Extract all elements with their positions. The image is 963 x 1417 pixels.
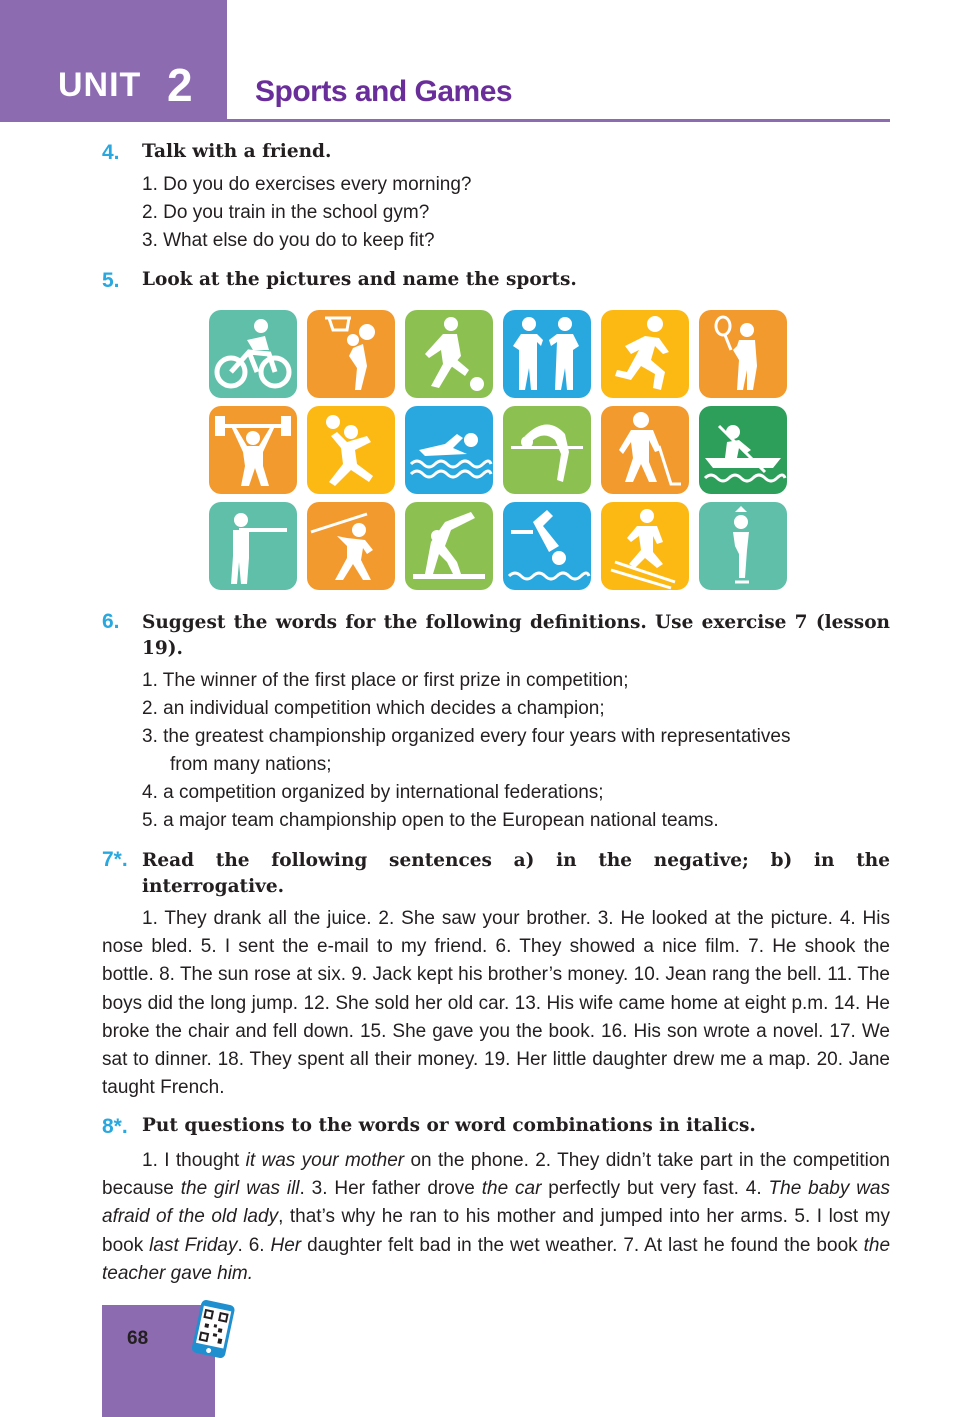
unit-number: 2 — [167, 59, 193, 111]
exercise-5-number: 5. — [102, 269, 120, 292]
exercise-6-item: 2. an individual competition which decides a champion; — [142, 698, 605, 719]
cycling-icon — [209, 310, 297, 398]
exercise-6-item: 5. a major team championship open to the European national teams. — [142, 810, 719, 831]
football-icon — [405, 310, 493, 398]
phone-qr-icon — [190, 1300, 236, 1360]
sports-pictograms-grid — [209, 310, 789, 590]
canoeing-icon — [699, 406, 787, 494]
hockey-icon — [601, 406, 689, 494]
exercise-7-heading: Read the following sentences a) in the negative; b) in the interrogative. — [142, 850, 890, 897]
exercise-8-text: 1. I thought it was your mother on the phone. 2. They didn’t take part in the competition because the girl was ill. 3. Her father drove the car perfectly but very fast. 4. The baby was afraid of the old lady, that’s why he ran to his mother and jumped into her arms. 5. I lost my book last Friday. 6. Her daughter felt bad in the wet weather. 7. At last he found the book the teacher gave him. — [102, 1150, 891, 1284]
page-number: 68 — [127, 1328, 149, 1349]
shooting-icon — [209, 502, 297, 590]
title-underline — [227, 119, 890, 122]
page-title: Sports and Games — [255, 75, 513, 108]
exercise-6-item: 4. a competition organized by international federations; — [142, 782, 604, 803]
exercise-6-item: from many nations; — [170, 754, 332, 775]
skiing-icon — [601, 502, 689, 590]
exercise-7-number: 7*. — [102, 848, 128, 871]
boxing-icon — [503, 310, 591, 398]
exercise-6-item: 1. The winner of the first place or first prize in competition; — [142, 670, 629, 691]
exercise-4-item: 2. Do you train in the school gym? — [142, 202, 430, 223]
exercise-8-heading: Put questions to the words or word combinations in italics. — [142, 1115, 756, 1136]
exercise-7-text: 1. They drank all the juice. 2. She saw your brother. 3. He looked at the picture. 4. His nose bled. 5. I sent the e-mail to my friend. 6. They showed a nice film. 7. He shook the bottle. 8. The sun rose at six. 9. Jack kept his brother’s money. 10. Jean rang the bell. 11. The boys did the long jump. 12. She sold her old car. 13. His wife came home at eight p.m. 14. He broke the chair and fell down. 15. She gave you the book. 16. His son wrote a novel. 17. We sat to dinner. 18. They spent all their money. 19. Her little daughter drew me a map. 20. Jane taught French. — [102, 908, 890, 1099]
javelin-icon — [307, 502, 395, 590]
gymnastics-icon — [405, 502, 493, 590]
exercise-4-heading: Talk with a friend. — [142, 141, 332, 162]
badminton-icon — [699, 310, 787, 398]
exercise-6-heading: Suggest the words for the following definitions. Use exercise 7 (lesson 19). — [142, 612, 890, 659]
handball-icon — [307, 406, 395, 494]
weightlifting-icon — [209, 406, 297, 494]
exercise-6-number: 6. — [102, 610, 120, 633]
unit-label: UNIT — [58, 66, 142, 104]
figure-skating-icon — [699, 502, 787, 590]
basketball-icon — [307, 310, 395, 398]
exercise-4-item: 1. Do you do exercises every morning? — [142, 174, 472, 195]
high-jump-icon — [503, 406, 591, 494]
exercise-5-heading: Look at the pictures and name the sports. — [142, 269, 577, 290]
running-icon — [601, 310, 689, 398]
exercise-4-number: 4. — [102, 141, 120, 164]
exercise-6-item: 3. the greatest championship organized every four years with representatives — [142, 726, 791, 747]
exercise-4-item: 3. What else do you do to keep fit? — [142, 230, 435, 251]
diving-icon — [503, 502, 591, 590]
exercise-8-number: 8*. — [102, 1115, 128, 1138]
swimming-icon — [405, 406, 493, 494]
